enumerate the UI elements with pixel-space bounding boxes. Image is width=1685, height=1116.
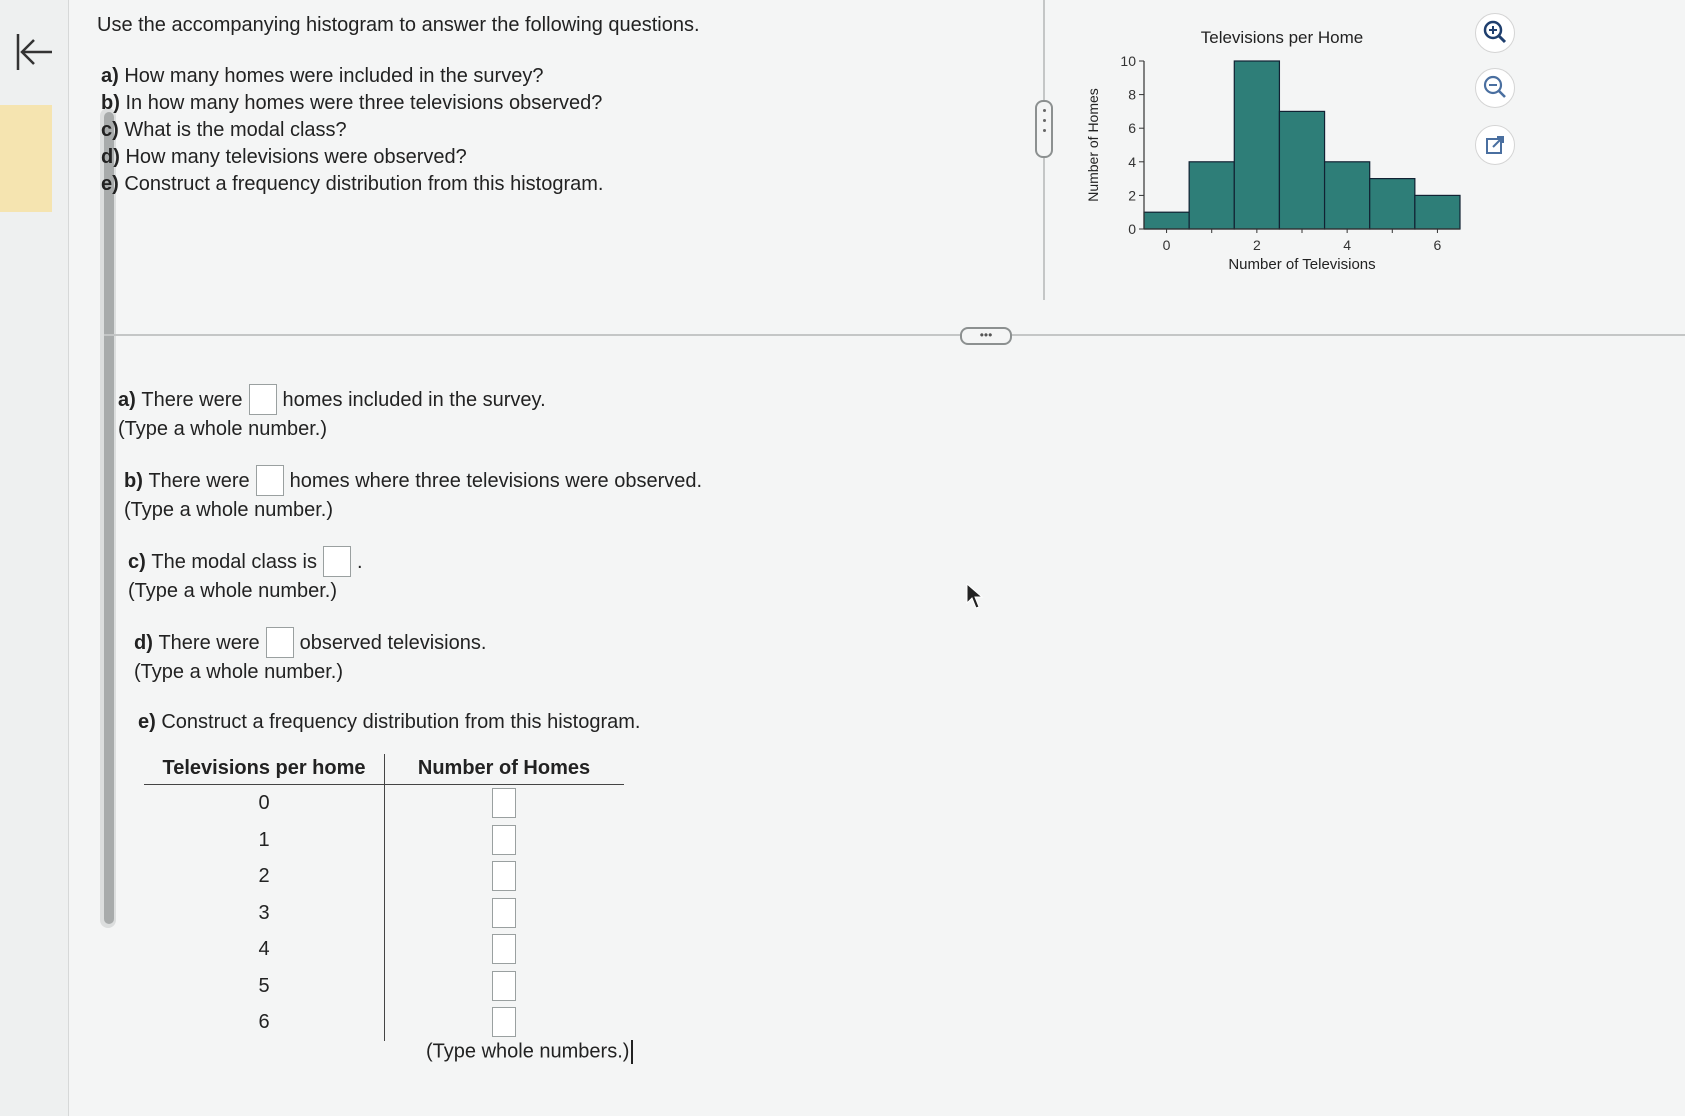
homes-input-5[interactable]: [492, 971, 516, 1001]
answer-b-letter: b): [124, 469, 143, 492]
answer-c-post: .: [356, 550, 363, 573]
table-header: [144, 754, 624, 785]
y-tick-label: 10: [1120, 53, 1136, 69]
answer-b-hint: (Type a whole number.): [124, 499, 333, 521]
answer-c-input[interactable]: [323, 546, 351, 577]
answer-c-hint: (Type a whole number.): [128, 580, 337, 602]
table-row: [144, 895, 624, 932]
answer-e: [138, 708, 878, 736]
table-row: [144, 1004, 624, 1041]
question-item-a: a) How many homes were included in the survey?: [101, 65, 544, 87]
histogram-svg: [1080, 18, 1480, 288]
homes-input-6[interactable]: [492, 1007, 516, 1037]
zoom-out-icon: [1476, 69, 1514, 107]
x-tick-label: 2: [1252, 237, 1261, 253]
answer-e-letter: e): [138, 711, 156, 733]
question-item-e: e) Construct a frequency distribution from this histogram.: [101, 173, 604, 195]
answer-d-pre: There were: [158, 631, 260, 654]
homes-input-1[interactable]: [492, 825, 516, 855]
answer-c: [128, 546, 878, 605]
answer-d-hint: (Type a whole number.): [134, 661, 343, 683]
y-tick-label: 2: [1128, 187, 1136, 204]
horizontal-divider: [104, 334, 1685, 336]
vertical-resize-handle[interactable]: [1035, 100, 1053, 158]
histogram-bar: [1279, 111, 1324, 229]
current-question-marker: [0, 105, 52, 212]
table-row: [144, 822, 624, 859]
answer-d-input[interactable]: [266, 627, 294, 658]
scrollbar-thumb[interactable]: [104, 112, 114, 924]
row-label: 0: [258, 792, 270, 814]
y-tick-label: 4: [1128, 153, 1136, 170]
answer-a: [118, 384, 878, 443]
horizontal-resize-handle[interactable]: •••: [960, 327, 1012, 345]
x-axis-label: Number of Televisions: [1228, 256, 1376, 273]
histogram-bar: [1325, 162, 1370, 229]
popout-icon: [1476, 126, 1514, 164]
answer-a-pre: There were: [141, 388, 243, 411]
y-tick-label: 0: [1128, 221, 1136, 237]
zoom-in-icon: [1476, 14, 1514, 52]
histogram-bar: [1370, 179, 1415, 229]
text-caret: [631, 1040, 633, 1064]
question-item-d: d) How many televisions were observed?: [101, 146, 467, 168]
histogram-bar: [1415, 195, 1460, 229]
popout-button[interactable]: [1475, 125, 1515, 165]
answer-d-post: observed televisions.: [299, 631, 487, 654]
answer-d-letter: d): [134, 631, 153, 654]
column-header-televisions: Televisions per home: [162, 757, 366, 779]
zoom-out-button[interactable]: [1475, 68, 1515, 108]
y-axis-label: Number of Homes: [1085, 88, 1101, 202]
answer-a-letter: a): [118, 388, 136, 411]
answer-b-post: homes where three televisions were observed.: [289, 469, 703, 492]
answer-c-letter: c): [128, 550, 146, 573]
table-row: [144, 785, 624, 822]
table-row: [144, 968, 624, 1005]
row-label: 2: [258, 865, 270, 887]
table-row: [144, 931, 624, 968]
answer-a-hint: (Type a whole number.): [118, 418, 327, 440]
histogram-bar: [1189, 162, 1234, 229]
back-arrow-icon[interactable]: [12, 30, 56, 74]
question-text: [97, 12, 957, 198]
histogram-bar: [1144, 212, 1189, 229]
homes-input-3[interactable]: [492, 898, 516, 928]
question-item-c: c) What is the modal class?: [101, 119, 347, 141]
answer-a-post: homes included in the survey.: [282, 388, 546, 411]
y-tick-label: 8: [1128, 86, 1136, 103]
mouse-cursor-icon: [966, 583, 984, 611]
row-label: 5: [258, 974, 270, 997]
y-tick-label: 6: [1128, 120, 1136, 137]
row-label: 4: [258, 938, 270, 960]
x-tick-label: 0: [1162, 237, 1171, 253]
histogram-bar: [1234, 61, 1279, 229]
answer-d: [134, 627, 878, 686]
answer-section: [118, 384, 878, 758]
answer-b-input[interactable]: [256, 465, 284, 496]
histogram: [1080, 18, 1480, 288]
homes-input-2[interactable]: [492, 861, 516, 891]
table-row: [144, 858, 624, 895]
row-label: 1: [258, 828, 270, 851]
x-tick-label: 4: [1343, 237, 1352, 253]
x-tick-label: 6: [1433, 237, 1442, 253]
question-intro: Use the accompanying histogram to answer the following questions.: [97, 14, 700, 36]
column-header-homes: Number of Homes: [384, 754, 623, 784]
question-item-b: b) In how many homes were three televisions observed?: [101, 92, 603, 114]
answer-b-pre: There were: [148, 469, 250, 492]
answer-a-input[interactable]: [249, 384, 277, 415]
frequency-table: [144, 754, 624, 1041]
answer-c-pre: The modal class is: [151, 550, 317, 573]
answer-b: [124, 465, 878, 524]
row-label: 6: [258, 1011, 270, 1033]
homes-input-0[interactable]: [492, 788, 516, 818]
zoom-in-button[interactable]: [1475, 13, 1515, 53]
row-label: 3: [258, 901, 270, 924]
table-note: (Type whole numbers.): [426, 1040, 633, 1064]
chart-title: Televisions per Home: [1200, 28, 1364, 47]
answer-e-text: Construct a frequency distribution from this histogram.: [161, 711, 641, 733]
homes-input-4[interactable]: [492, 934, 516, 964]
